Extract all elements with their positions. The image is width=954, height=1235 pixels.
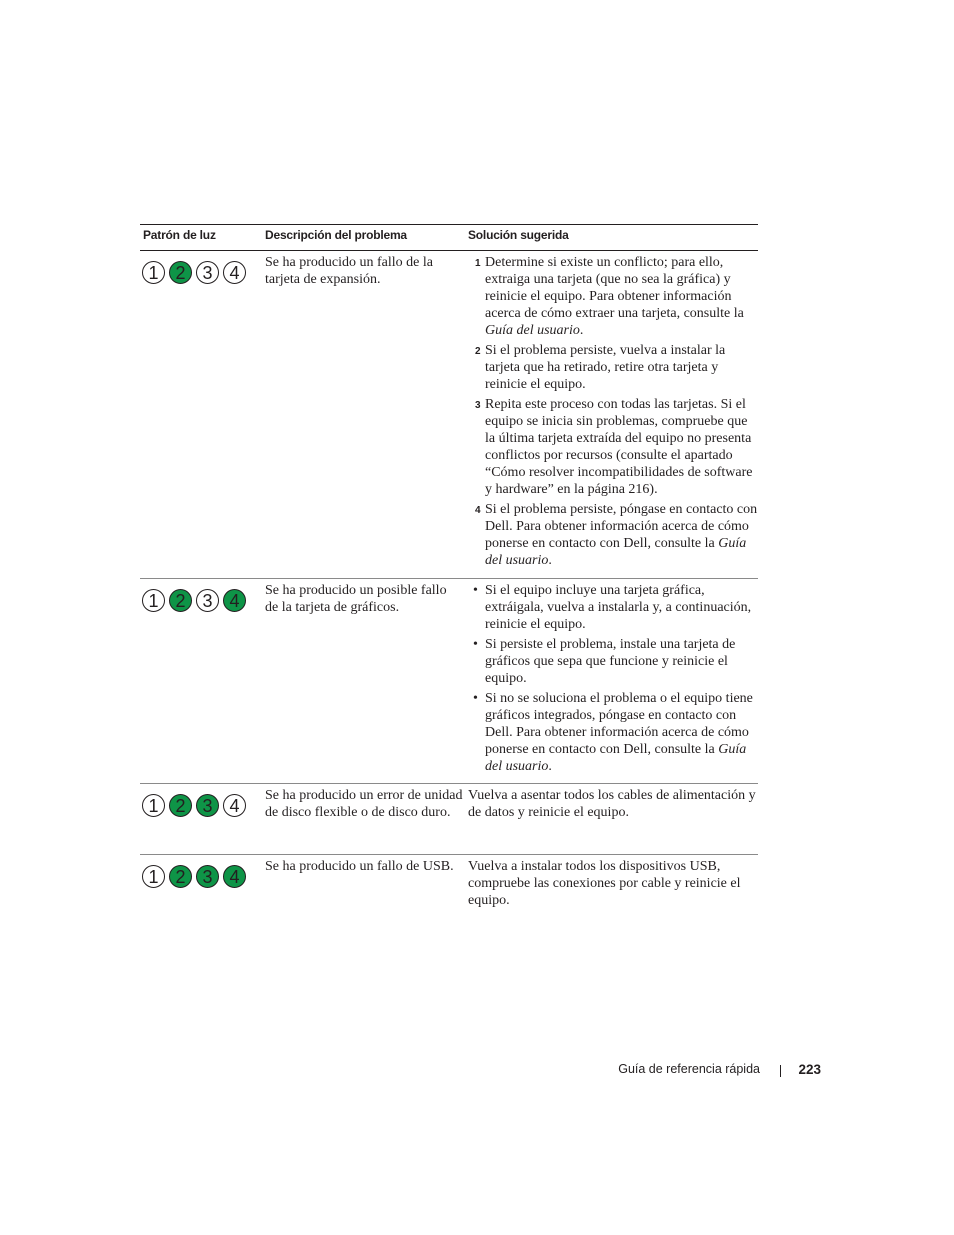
suggested-solution [468,582,758,778]
diagnostic-light-1: 1 [142,794,165,817]
step-number: 2 [475,346,481,357]
suggested-solution: Vuelva a asentar todos los cables de alimentación y de datos y reinicie el equipo. [468,788,756,820]
diagnostic-light-2: 2 [169,589,192,612]
page-number: 223 [798,1062,821,1077]
diagnostic-light-3: 3 [196,865,219,888]
bullet-symbol: • [473,583,478,598]
diagnostic-light-4: 4 [223,794,246,817]
diagnostic-light-1: 1 [142,865,165,888]
step-italic-ref: Guía del usuario [485,323,580,338]
diagnostic-light-3: 3 [196,261,219,284]
problem-description: Se ha producido un fallo de la tarjeta de expansión. [265,255,433,287]
problem-description: Se ha producido un posible fallo de la tarjeta de gráficos. [265,583,447,615]
step-tail: . [548,553,552,568]
table-row [140,855,758,917]
diagnostic-light-2: 2 [169,261,192,284]
solution-step [468,501,758,569]
bullet-tail: . [548,759,552,774]
diagnostic-light-2: 2 [169,794,192,817]
header-suggested-solution: Solución sugerida [468,228,569,242]
light-pattern [142,794,250,817]
header-light-pattern: Patrón de luz [143,228,216,242]
step-number: 4 [475,505,481,516]
light-pattern [142,261,250,284]
step-italic-ref: Guía del usuario [485,536,747,568]
solution-step [468,396,758,498]
step-text: Si el problema persiste, vuelva a instalar la tarjeta que ha retirado, retire otra tarjeta y reinicie el equipo. [485,343,726,392]
step-text: Repita este proceso con todas las tarjetas. Si el equipo se inicia sin problemas, compruebe que la última tarjeta extraída del equipo no presenta conflictos por recursos (consulte el apartado “Cómo resolver incompatibilidades de software y hardware” en la página 216). [485,397,753,497]
diagnostic-lights-table [140,224,758,917]
page-footer [560,1062,822,1080]
solution-bullet [468,636,758,687]
table-row [140,251,758,579]
diagnostic-light-4: 4 [223,261,246,284]
table-header [140,225,758,251]
bullet-text: Si el equipo incluye una tarjeta gráfica, extráigala, vuelva a instalarla y, a continuación, reinicie el equipo. [485,583,752,632]
step-number: 1 [475,258,481,269]
solution-bullet [468,690,758,775]
suggested-solution: Vuelva a instalar todos los dispositivos USB, compruebe las conexiones por cable y reinicie el equipo. [468,859,741,908]
footer-title: Guía de referencia rápida [618,1062,760,1076]
step-text: Determine si existe un conflicto; para ello, extraiga una tarjeta (que no sea la gráfica) y reinicie el equipo. Para obtener información acerca de cómo extraer una tarjeta, consulte la [485,255,744,321]
footer-separator [780,1065,781,1077]
bullet-text: Si no se soluciona el problema o el equipo tiene gráficos integrados, póngase en contacto con Dell. Para obtener información acerca de cómo ponerse en contacto con Dell, consulte la [485,691,753,757]
table-row [140,784,758,855]
diagnostic-light-4: 4 [223,589,246,612]
diagnostic-light-4: 4 [223,865,246,888]
diagnostic-light-1: 1 [142,261,165,284]
bullet-text: Si persiste el problema, instale una tarjeta de gráficos que sepa que funcione y reinicie el equipo. [485,637,736,686]
light-pattern [142,865,250,888]
bullet-italic-ref: Guía del usuario [485,742,747,774]
light-pattern [142,589,250,612]
step-text: Si el problema persiste, póngase en contacto con Dell. Para obtener información acerca de cómo ponerse en contacto con Dell, consulte la [485,502,758,551]
diagnostic-light-3: 3 [196,589,219,612]
problem-description: Se ha producido un fallo de USB. [265,859,454,874]
problem-description: Se ha producido un error de unidad de disco flexible o de disco duro. [265,788,463,820]
bullet-symbol: • [473,691,478,706]
suggested-solution [468,254,758,572]
bullet-symbol: • [473,637,478,652]
table-row [140,579,758,784]
diagnostic-light-2: 2 [169,865,192,888]
solution-bullet [468,582,758,633]
header-problem-description: Descripción del problema [265,228,407,242]
step-number: 3 [475,400,481,411]
diagnostic-light-1: 1 [142,589,165,612]
solution-step [468,254,758,339]
diagnostic-light-3: 3 [196,794,219,817]
solution-step [468,342,758,393]
step-tail: . [579,323,584,338]
